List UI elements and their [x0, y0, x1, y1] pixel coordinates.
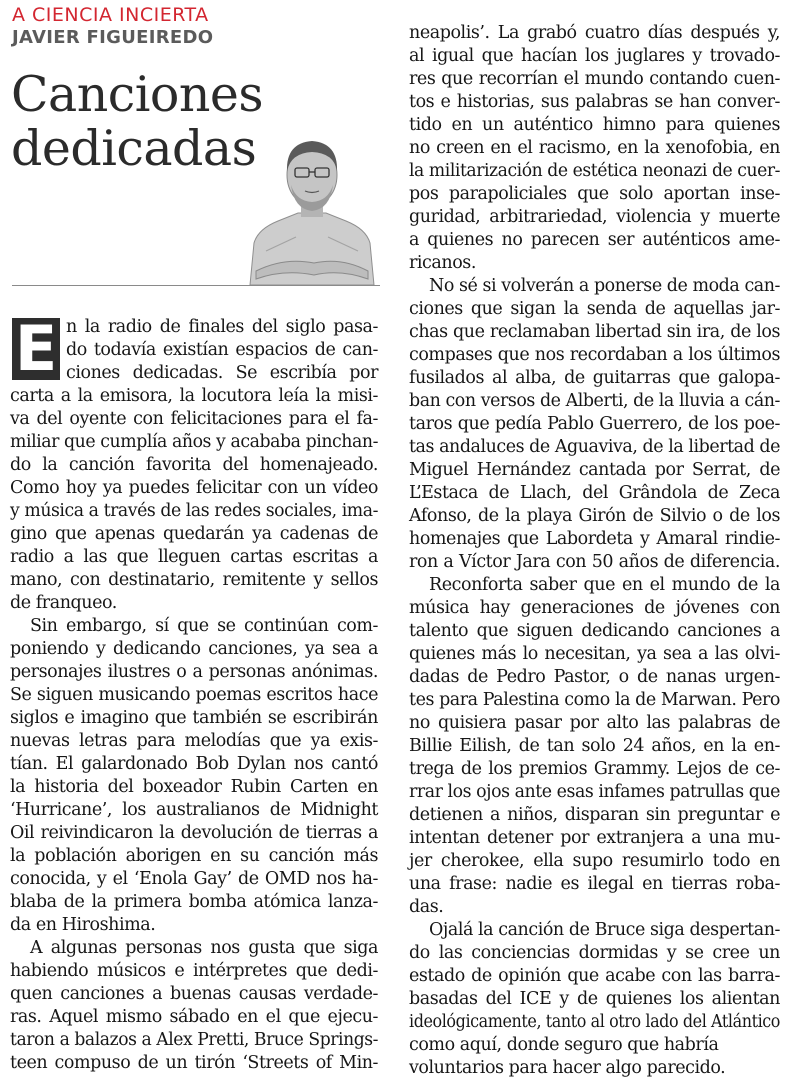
column2-line: estado de opinión que acabe con las barra- — [409, 966, 780, 986]
column1-line: conocida, y el ‘Enola Gay’ de OMD nos ha- — [10, 869, 378, 889]
drop-cap: E — [12, 318, 60, 380]
column2-line: quienes más lo necesitan, ya sea a las olvi- — [409, 644, 780, 664]
column2-line: tas andaluces de Aguaviva, de la libertad de — [409, 437, 780, 457]
column2-line: no creen en el racismo, en la xenofobia, en — [409, 138, 780, 158]
column1-line: do la canción favorita del homenajeado. — [10, 455, 378, 475]
column2-line: res que recorrían el mundo contando cuen- — [409, 69, 780, 89]
column2-line: no quisiera pasar por alto las palabras de — [409, 713, 780, 733]
author-photo — [244, 133, 380, 285]
author-name: JAVIER FIGUEIREDO — [12, 27, 214, 48]
column1-line: Oil reivindicaron la devolución de tierras a — [10, 823, 378, 843]
column2-line: ron a Víctor Jara con 50 años de diferencia. — [409, 552, 780, 572]
column1-line: Como hoy ya puedes felicitar con un vídeo — [10, 478, 378, 498]
column2-line: tes para Palestina como la de Marwan. Pero — [409, 690, 780, 710]
column2-line: guridad, arbitrariedad, violencia y muerte — [409, 207, 780, 227]
column1-line: radio a las que lleguen cartas escritas a — [10, 547, 378, 567]
column1-line: ciones dedicadas. Se escribía por — [66, 363, 378, 383]
column2-line: L’Estaca de Llach, del Grândola de Zeca — [409, 483, 780, 503]
column2-line: detienen a niños, disparan sin preguntar e — [409, 805, 780, 825]
column2-line: a quienes no parecen ser auténticos ame- — [409, 230, 780, 250]
column2-line: ideológicamente, tanto al otro lado del Atlántico — [409, 1012, 780, 1032]
column2-line: taros que pedía Pablo Guerrero, de los poe- — [409, 414, 780, 434]
column2-line: rrar los ojos ante esas infames patrullas que — [409, 782, 780, 802]
column1-line: tían. El galardonado Bob Dylan nos cantó — [10, 754, 378, 774]
column1-line: mano, con destinatario, remitente y sellos — [10, 570, 378, 590]
column2-line: Reconforta saber que en el mundo de la — [429, 575, 780, 595]
column2-line: ban con versos de Alberti, de la lluvia a cán- — [409, 391, 780, 411]
column1-line: taron a balazos a Alex Pretti, Bruce Springs- — [10, 1030, 378, 1050]
column2-line: dadas de Pedro Pastor, o de nanas urgen- — [409, 667, 780, 687]
column1-line: poniendo y dedicando canciones, ya sea a — [10, 639, 378, 659]
headline-line: dedicadas — [11, 120, 257, 177]
column1-line: Sin embargo, sí que se continúan com- — [30, 616, 378, 636]
column1-line: quen canciones a buenas causas verdade- — [10, 984, 378, 1004]
column2-line: como aquí, donde seguro que habría — [409, 1035, 719, 1055]
column2-line: das. — [409, 897, 444, 917]
column1-line: do todavía existían espacios de can- — [66, 340, 378, 360]
column2-line: al igual que hacían los juglares y trovado- — [409, 46, 780, 66]
column2-line: tos e historias, sus palabras se han conver- — [409, 92, 780, 112]
column2-line: talento que siguen dedicando canciones a — [409, 621, 780, 641]
column1-line: la historia del boxeador Rubin Carten en — [10, 777, 378, 797]
column2-line: Ojalá la canción de Bruce siga despertan- — [429, 920, 780, 940]
column2-line: fusilados al alba, de guitarras que galopa- — [409, 368, 780, 388]
column2-line: Billie Eilish, de tan solo 24 años, en la en- — [409, 736, 780, 756]
column2-line: la militarización de estética neonazi de cuer- — [409, 161, 780, 181]
column1-line: miliar que cumplía años y acababa pinchan- — [10, 432, 378, 452]
section-label: A CIENCIA INCIERTA — [12, 4, 209, 26]
column1-line: personajes ilustres o a personas anónimas. — [10, 662, 378, 682]
column1-line: A algunas personas nos gusta que siga — [30, 938, 378, 958]
column1-line: y música a través de las redes sociales, ima- — [10, 501, 378, 521]
column1-line: va del oyente con felicitaciones para el fa- — [10, 409, 378, 429]
column2-line: No sé si volverán a ponerse de moda can- — [429, 276, 780, 296]
column1-line: carta a la emisora, la locutora leía la misi- — [10, 386, 378, 406]
column2-line: homenajes que Labordeta y Amaral rindie- — [409, 529, 780, 549]
column1-line: Se siguen musicando poemas escritos hace — [10, 685, 378, 705]
column1-line: da en Hiroshima. — [10, 915, 156, 935]
column2-line: intentan detener por extranjera a una mu- — [409, 828, 780, 848]
column2-line: Afonso, de la playa Girón de Silvio o de los — [409, 506, 780, 526]
column1-line: nuevas letras para melodías que ya exis- — [10, 731, 378, 751]
column2-line: ricanos. — [409, 253, 476, 273]
column1-line: teen compuso de un tirón ‘Streets of Min- — [10, 1053, 378, 1073]
column2-line: trega de los premios Grammy. Lejos de ce- — [409, 759, 780, 779]
headline — [11, 68, 263, 176]
column1-line: n la radio de finales del siglo pasa- — [66, 317, 378, 337]
column2-line: una frase: nadie es ilegal en tierras roba- — [409, 874, 780, 894]
column1-line: ras. Aquel mismo sábado en el que ejecu- — [10, 1007, 378, 1027]
column1-line: de franqueo. — [10, 593, 117, 613]
column2-line: música hay generaciones de jóvenes con — [409, 598, 780, 618]
column2-line: basadas del ICE y de quienes los alientan — [409, 989, 780, 1009]
column2-line: chas que reclamaban libertad sin ira, de los — [409, 322, 780, 342]
column2-line: Miguel Hernández cantada por Serrat, de — [409, 460, 780, 480]
column1-line: habiendo músicos e intérpretes que dedi- — [10, 961, 378, 981]
column2-line: do las conciencias dormidas y se cree un — [409, 943, 780, 963]
column1-line: blaba de la primera bomba atómica lanza- — [10, 892, 378, 912]
column2-line: compases que nos recordaban a los últimos — [409, 345, 780, 365]
headline-line: Canciones — [11, 66, 264, 123]
column2-line: pos parapoliciales que solo aportan inse- — [409, 184, 780, 204]
header-divider — [12, 285, 380, 286]
column2-line: tido en un auténtico himno para quienes — [409, 115, 780, 135]
column1-line: gino que apenas quedarán ya cadenas de — [10, 524, 378, 544]
column1-line: siglos e imagino que también se escribirán — [10, 708, 378, 728]
column2-line: voluntarios para hacer algo parecido. — [409, 1058, 726, 1078]
column2-line: jer cherokee, ella supo resumirlo todo en — [409, 851, 780, 871]
column1-line: la población aborigen en su canción más — [10, 846, 378, 866]
column2-line: neapolis’. La grabó cuatro días después y, — [409, 23, 780, 43]
column2-line: ciones que sigan la senda de aquellas jar- — [409, 299, 780, 319]
column1-line: ‘Hurricane’, los australianos de Midnight — [10, 800, 378, 820]
